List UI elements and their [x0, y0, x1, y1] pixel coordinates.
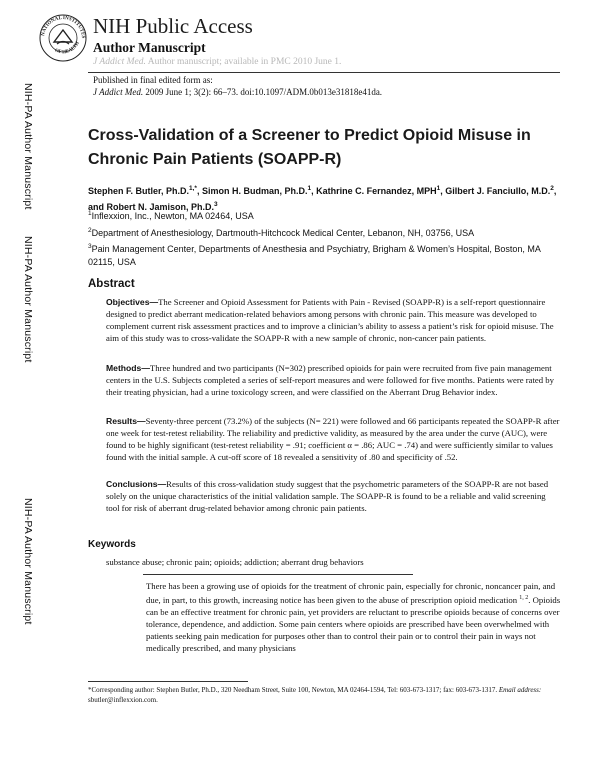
footnote-email: sbutler@inflexxion.com. [88, 696, 158, 704]
affiliation-3-text: Pain Management Center, Departments of Anesthesia and Psychiatry, Brigham & Women’s Hospital, Boston, MA 02115, USA [88, 244, 541, 267]
nih-public-access-title: NIH Public Access [93, 14, 253, 38]
citation-journal: J Addict Med. [93, 87, 144, 97]
author-fanciullo: , Gilbert J. Fanciullo, M.D. [440, 186, 551, 196]
author-butler: Stephen F. Butler, Ph.D. [88, 186, 190, 196]
author-budman: , Simon H. Budman, Ph.D. [196, 186, 308, 196]
journal-availability: Author manuscript; available in PMC 2010 June 1. [147, 57, 342, 67]
corresponding-author-footnote [88, 685, 566, 705]
author-jamison-sup: 3 [214, 201, 218, 208]
affiliation-1 [88, 208, 568, 223]
affiliation-3 [88, 241, 548, 268]
side-label-top: NIH-PA Author Manuscript [22, 83, 34, 210]
keywords-divider [143, 574, 413, 575]
author-fernandez-sup: 1 [436, 185, 441, 192]
author-butler-sup: 1,* [189, 185, 197, 192]
citation-details: 2009 June 1; 3(2): 66–73. doi:10.1097/ADM.0b013e31818e41da. [145, 87, 383, 97]
affiliation-3-sup: 3 [88, 243, 92, 250]
seal-text-top: NATIONAL INSTITUTES [41, 15, 86, 39]
svg-text:NATIONAL INSTITUTES [41, 16, 85, 39]
published-line: Published in final edited form as: [93, 75, 213, 85]
author-manuscript-label: Author Manuscript [93, 40, 206, 55]
conclusions-text: Results of this cross-validation study suggest that the psychometric parameters of the SOAPP-R are not based solely on the unique characteristics of the initial validation sample. The SOAPP-R is found to be a reliable and valid screening tool for risk of aberrant drug-related behavior among chronic pain patients. [106, 479, 549, 514]
keywords-list: substance abuse; chronic pain; opioids; addiction; aberrant drug behaviors [106, 557, 364, 567]
results-text: Seventy-three percent (73.2%) of the subjects (N= 221) were followed and 66 participants repeated the SOAPP-R after one week for test-retest reliability. The reliability and predictive validity, as measured by the area under the curve (AUC), were found to be highly significant (test-retest reliability = .91; coefficient α = .86; AUC = .74) and were sufficiently similar to values found with the initial sample. A cut-off score of 18 revealed a sensitivity of .80 and specificity of .52. [106, 416, 560, 463]
objectives-label: Objectives— [106, 297, 159, 307]
footnote-divider [88, 681, 248, 682]
intro-text-part2: . Opioids can be an effective treatment for chronic pain, yet providers are reluctant to prescribe opioids because of concerns over tolerance, dependence, and addiction. Some pain centers where opioids are prescribed have been overwhelmed with patients seeking pain medication for purposes other than to control their pain or to control their pain in ways not medically prescribed, and many physicians [146, 594, 561, 654]
abstract-conclusions [106, 478, 561, 514]
header-divider [88, 72, 560, 73]
citation-line [93, 87, 382, 97]
methods-text: Three hundred and two participants (N=302) prescribed opioids for pain were recruited from five pain management centers in the U.S. Subjects completed a series of self-report measures and were followed for five months. Patients were rated by their treating physician, had a urine toxicology screen, and were classified on the Aberrant Drug Behavior index. [106, 363, 554, 398]
footnote-text: *Corresponding author: Stephen Butler, Ph.D., 320 Needham Street, Suite 100, Newton, MA 02464-1594, Tel: 603-673-1317; fax: 603-673-1317. [88, 686, 499, 694]
results-label: Results— [106, 416, 146, 426]
intro-citation-sup: 1, 2 [519, 595, 529, 602]
intro-paragraph [146, 580, 564, 654]
affiliation-2 [88, 225, 568, 240]
affiliation-2-text: Department of Anesthesiology, Dartmouth-Hitchcock Medical Center, Lebanon, NH, 03756, USA [91, 228, 475, 238]
side-label-bottom: NIH-PA Author Manuscript [22, 498, 34, 625]
author-fernandez: , Kathrine C. Fernandez, MPH [311, 186, 437, 196]
side-label-middle: NIH-PA Author Manuscript [22, 236, 34, 363]
abstract-results [106, 415, 561, 463]
keywords-heading: Keywords [88, 539, 136, 550]
footnote-email-label: Email address: [498, 686, 542, 694]
author-fanciullo-sup: 2 [550, 185, 554, 192]
affiliation-1-sup: 1 [88, 210, 92, 217]
abstract-methods [106, 362, 561, 398]
author-budman-sup: 1 [307, 185, 312, 192]
affiliation-1-text: Inflexxion, Inc., Newton, MA 02464, USA [91, 211, 254, 221]
article-title: Cross-Validation of a Screener to Predict Opioid Misuse in Chronic Pain Patients (SOAPP-R) [88, 127, 531, 168]
affiliation-2-sup: 2 [88, 227, 92, 234]
conclusions-label: Conclusions— [106, 479, 167, 489]
journal-availability-line [93, 57, 341, 67]
author-jamison: , and Robert N. Jamison, Ph.D. [88, 186, 557, 212]
intro-text-part1: There has been a growing use of opioids for the treatment of chronic pain, especially for chronic, noncancer pain, and due, in part, to this growth, increasing notice has been given to the abuse of prescription opioid medication [146, 581, 556, 605]
journal-name: J Addict Med. [93, 57, 146, 67]
seal-text-bottom: OF HEALTH [53, 41, 81, 56]
abstract-heading: Abstract [88, 278, 135, 290]
methods-label: Methods— [106, 363, 150, 373]
abstract-objectives [106, 296, 561, 344]
nih-seal-logo [38, 6, 88, 68]
objectives-text: The Screener and Opioid Assessment for Patients with Pain - Revised (SOAPP-R) is a self-report questionnaire designed to predict aberrant medication-related behaviors among persons with chronic pain. This measure was developed to complement current risk assessment practices and to improve a clinician’s ability to assess a patient’s risk for opioid misuse. The aim of this study was to cross-validate the SOAPP-R with a new sample of chronic, non-cancer pain patients. [106, 297, 554, 344]
